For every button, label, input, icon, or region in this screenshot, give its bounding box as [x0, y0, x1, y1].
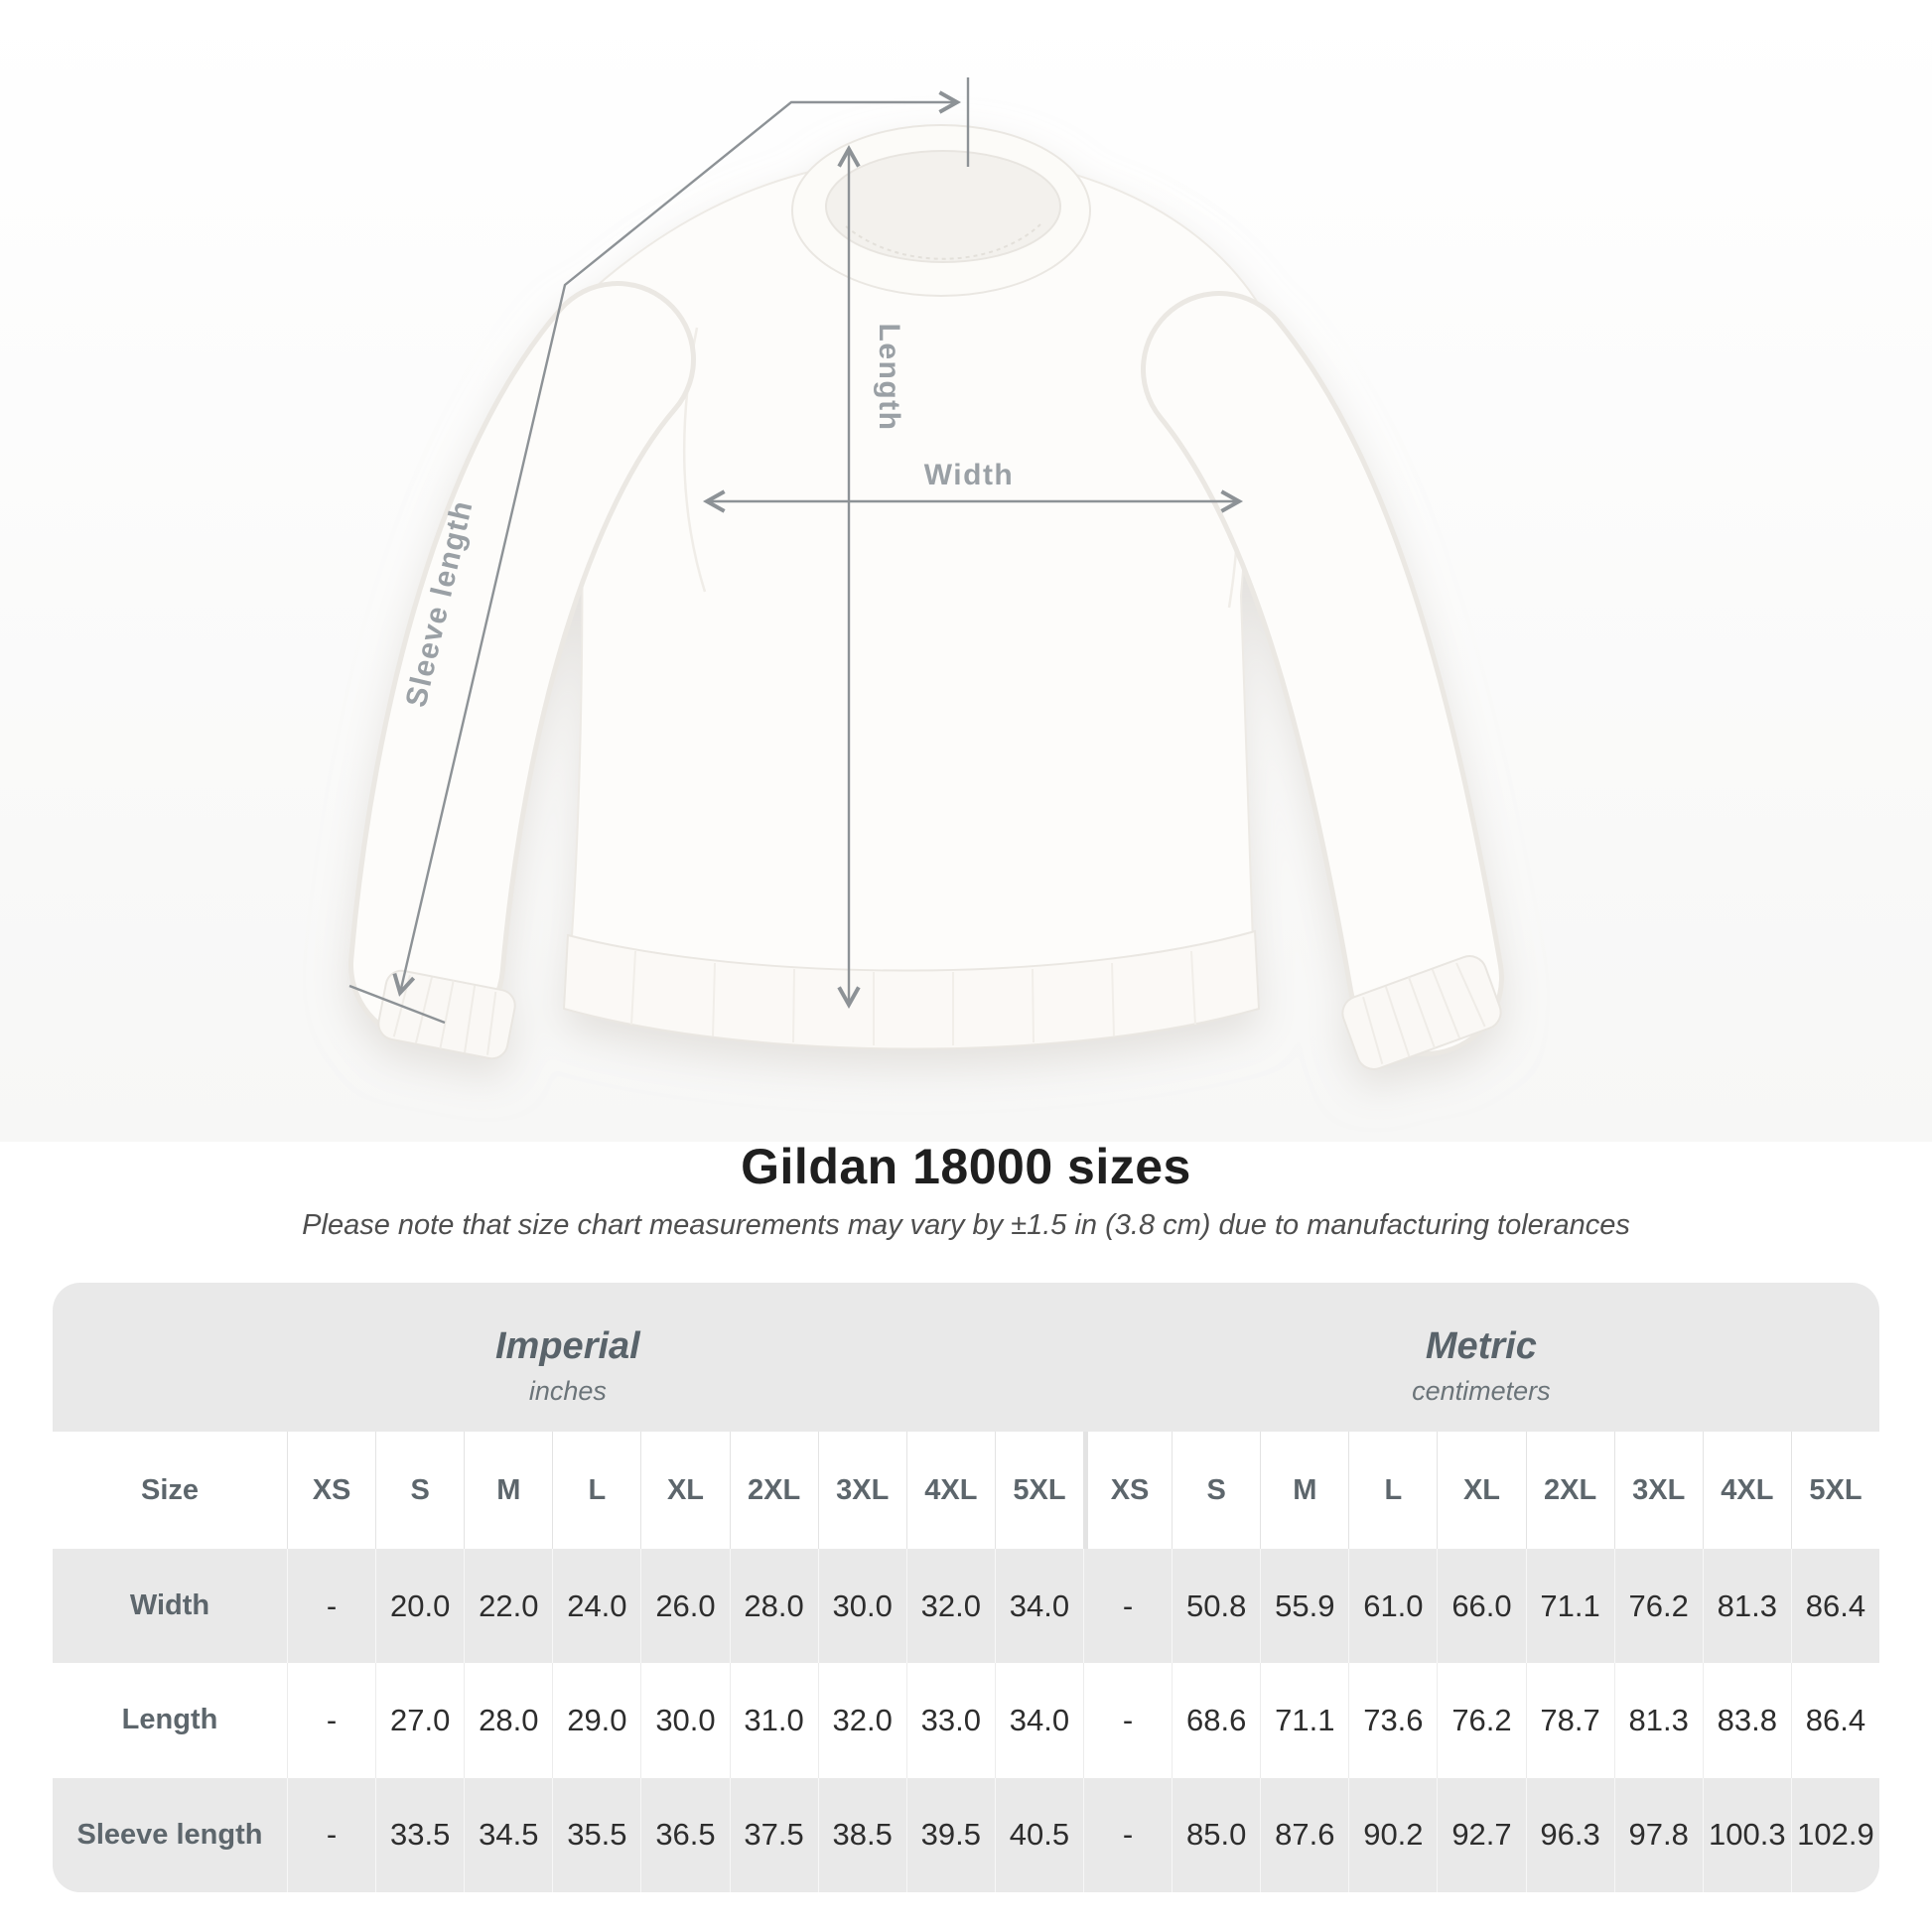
imperial-value-cell: 24.0 — [552, 1549, 640, 1663]
page-title: Gildan 18000 sizes — [741, 1139, 1191, 1194]
row-label: Width — [129, 1589, 210, 1622]
size-header-label: Size — [140, 1473, 200, 1506]
metric-value-cell: 81.3 — [1703, 1549, 1791, 1663]
metric-value-cell: 87.6 — [1260, 1778, 1348, 1892]
imperial-value-cell: 32.0 — [818, 1663, 906, 1777]
imperial-value-cell: 34.0 — [995, 1549, 1083, 1663]
size-chart-table — [53, 1283, 1879, 1892]
imperial-size-col-header: S — [375, 1432, 464, 1549]
imperial-value-cell: 28.0 — [464, 1663, 552, 1777]
imperial-group-unit: inches — [528, 1376, 607, 1406]
imperial-size-col-header: 5XL — [995, 1432, 1083, 1549]
table-row — [53, 1778, 1879, 1892]
imperial-size-col-header: 3XL — [818, 1432, 906, 1549]
metric-value-cell: 85.0 — [1172, 1778, 1260, 1892]
imperial-size-col-header: 4XL — [906, 1432, 995, 1549]
metric-size-col-header: 4XL — [1703, 1432, 1791, 1549]
metric-value-cell: 97.8 — [1614, 1778, 1703, 1892]
imperial-value-cell: 34.5 — [464, 1778, 552, 1892]
imperial-size-col-header: XL — [640, 1432, 729, 1549]
metric-size-col-header: L — [1348, 1432, 1437, 1549]
metric-value-cell: - — [1083, 1778, 1172, 1892]
table-row — [53, 1663, 1879, 1777]
row-label: Length — [121, 1704, 218, 1736]
metric-value-cell: - — [1083, 1663, 1172, 1777]
imperial-value-cell: 33.0 — [906, 1663, 995, 1777]
metric-value-cell: 83.8 — [1703, 1663, 1791, 1777]
imperial-value-cell: 36.5 — [640, 1778, 729, 1892]
metric-value-cell: 76.2 — [1437, 1663, 1525, 1777]
metric-value-cell: 81.3 — [1614, 1663, 1703, 1777]
length-label: Length — [873, 323, 905, 432]
imperial-value-cell: 29.0 — [552, 1663, 640, 1777]
imperial-value-cell: 40.5 — [995, 1778, 1083, 1892]
metric-size-col-header: M — [1260, 1432, 1348, 1549]
metric-value-cell: 78.7 — [1526, 1663, 1614, 1777]
imperial-value-cell: 38.5 — [818, 1778, 906, 1892]
imperial-value-cell: 28.0 — [730, 1549, 818, 1663]
metric-size-col-header: XL — [1437, 1432, 1525, 1549]
imperial-value-cell: 31.0 — [730, 1663, 818, 1777]
imperial-value-cell: - — [287, 1778, 375, 1892]
metric-value-cell: 90.2 — [1348, 1778, 1437, 1892]
metric-value-cell: 50.8 — [1172, 1549, 1260, 1663]
metric-size-col-header: XS — [1083, 1432, 1172, 1549]
imperial-value-cell: 30.0 — [640, 1663, 729, 1777]
sleeve-length-label: Sleeve length — [399, 496, 480, 711]
imperial-value-cell: 26.0 — [640, 1549, 729, 1663]
imperial-size-col-header: 2XL — [730, 1432, 818, 1549]
metric-value-cell: 76.2 — [1614, 1549, 1703, 1663]
imperial-value-cell: 35.5 — [552, 1778, 640, 1892]
metric-value-cell: 96.3 — [1526, 1778, 1614, 1892]
imperial-value-cell: 33.5 — [375, 1778, 464, 1892]
metric-group-name: Metric — [1425, 1325, 1537, 1367]
imperial-size-col-header: XS — [287, 1432, 375, 1549]
imperial-group-name: Imperial — [495, 1325, 640, 1367]
imperial-group-header — [53, 1283, 1083, 1432]
metric-group-header — [1083, 1283, 1879, 1432]
imperial-value-cell: 32.0 — [906, 1549, 995, 1663]
metric-value-cell: 86.4 — [1791, 1549, 1879, 1663]
tolerance-note: Please note that size chart measurements may vary by ±1.5 in (3.8 cm) due to manufacturing tolerances — [302, 1209, 1630, 1241]
metric-value-cell: 71.1 — [1526, 1549, 1614, 1663]
table-body — [53, 1549, 1879, 1892]
imperial-value-cell: 37.5 — [730, 1778, 818, 1892]
metric-value-cell: 102.9 — [1791, 1778, 1879, 1892]
imperial-value-cell: - — [287, 1549, 375, 1663]
metric-value-cell: 66.0 — [1437, 1549, 1525, 1663]
metric-size-col-header: 3XL — [1614, 1432, 1703, 1549]
imperial-size-col-header: L — [552, 1432, 640, 1549]
imperial-size-col-header: M — [464, 1432, 552, 1549]
imperial-value-cell: 30.0 — [818, 1549, 906, 1663]
imperial-value-cell: - — [287, 1663, 375, 1777]
metric-value-cell: 55.9 — [1260, 1549, 1348, 1663]
metric-size-col-header: 2XL — [1526, 1432, 1614, 1549]
metric-value-cell: - — [1083, 1549, 1172, 1663]
metric-value-cell: 68.6 — [1172, 1663, 1260, 1777]
metric-size-col-header: 5XL — [1791, 1432, 1879, 1549]
metric-value-cell: 73.6 — [1348, 1663, 1437, 1777]
imperial-value-cell: 39.5 — [906, 1778, 995, 1892]
metric-value-cell: 92.7 — [1437, 1778, 1525, 1892]
imperial-value-cell: 22.0 — [464, 1549, 552, 1663]
imperial-value-cell: 34.0 — [995, 1663, 1083, 1777]
metric-value-cell: 61.0 — [1348, 1549, 1437, 1663]
metric-group-unit: centimeters — [1412, 1376, 1551, 1406]
collar-opening — [826, 151, 1060, 262]
metric-size-col-header: S — [1172, 1432, 1260, 1549]
row-label: Sleeve length — [76, 1818, 263, 1851]
imperial-value-cell: 20.0 — [375, 1549, 464, 1663]
table-row — [53, 1549, 1879, 1663]
width-label: Width — [923, 459, 1015, 491]
metric-value-cell: 100.3 — [1703, 1778, 1791, 1892]
metric-value-cell: 86.4 — [1791, 1663, 1879, 1777]
size-header-row — [53, 1432, 1879, 1549]
unit-group-header-row — [53, 1283, 1879, 1432]
metric-value-cell: 71.1 — [1260, 1663, 1348, 1777]
imperial-value-cell: 27.0 — [375, 1663, 464, 1777]
